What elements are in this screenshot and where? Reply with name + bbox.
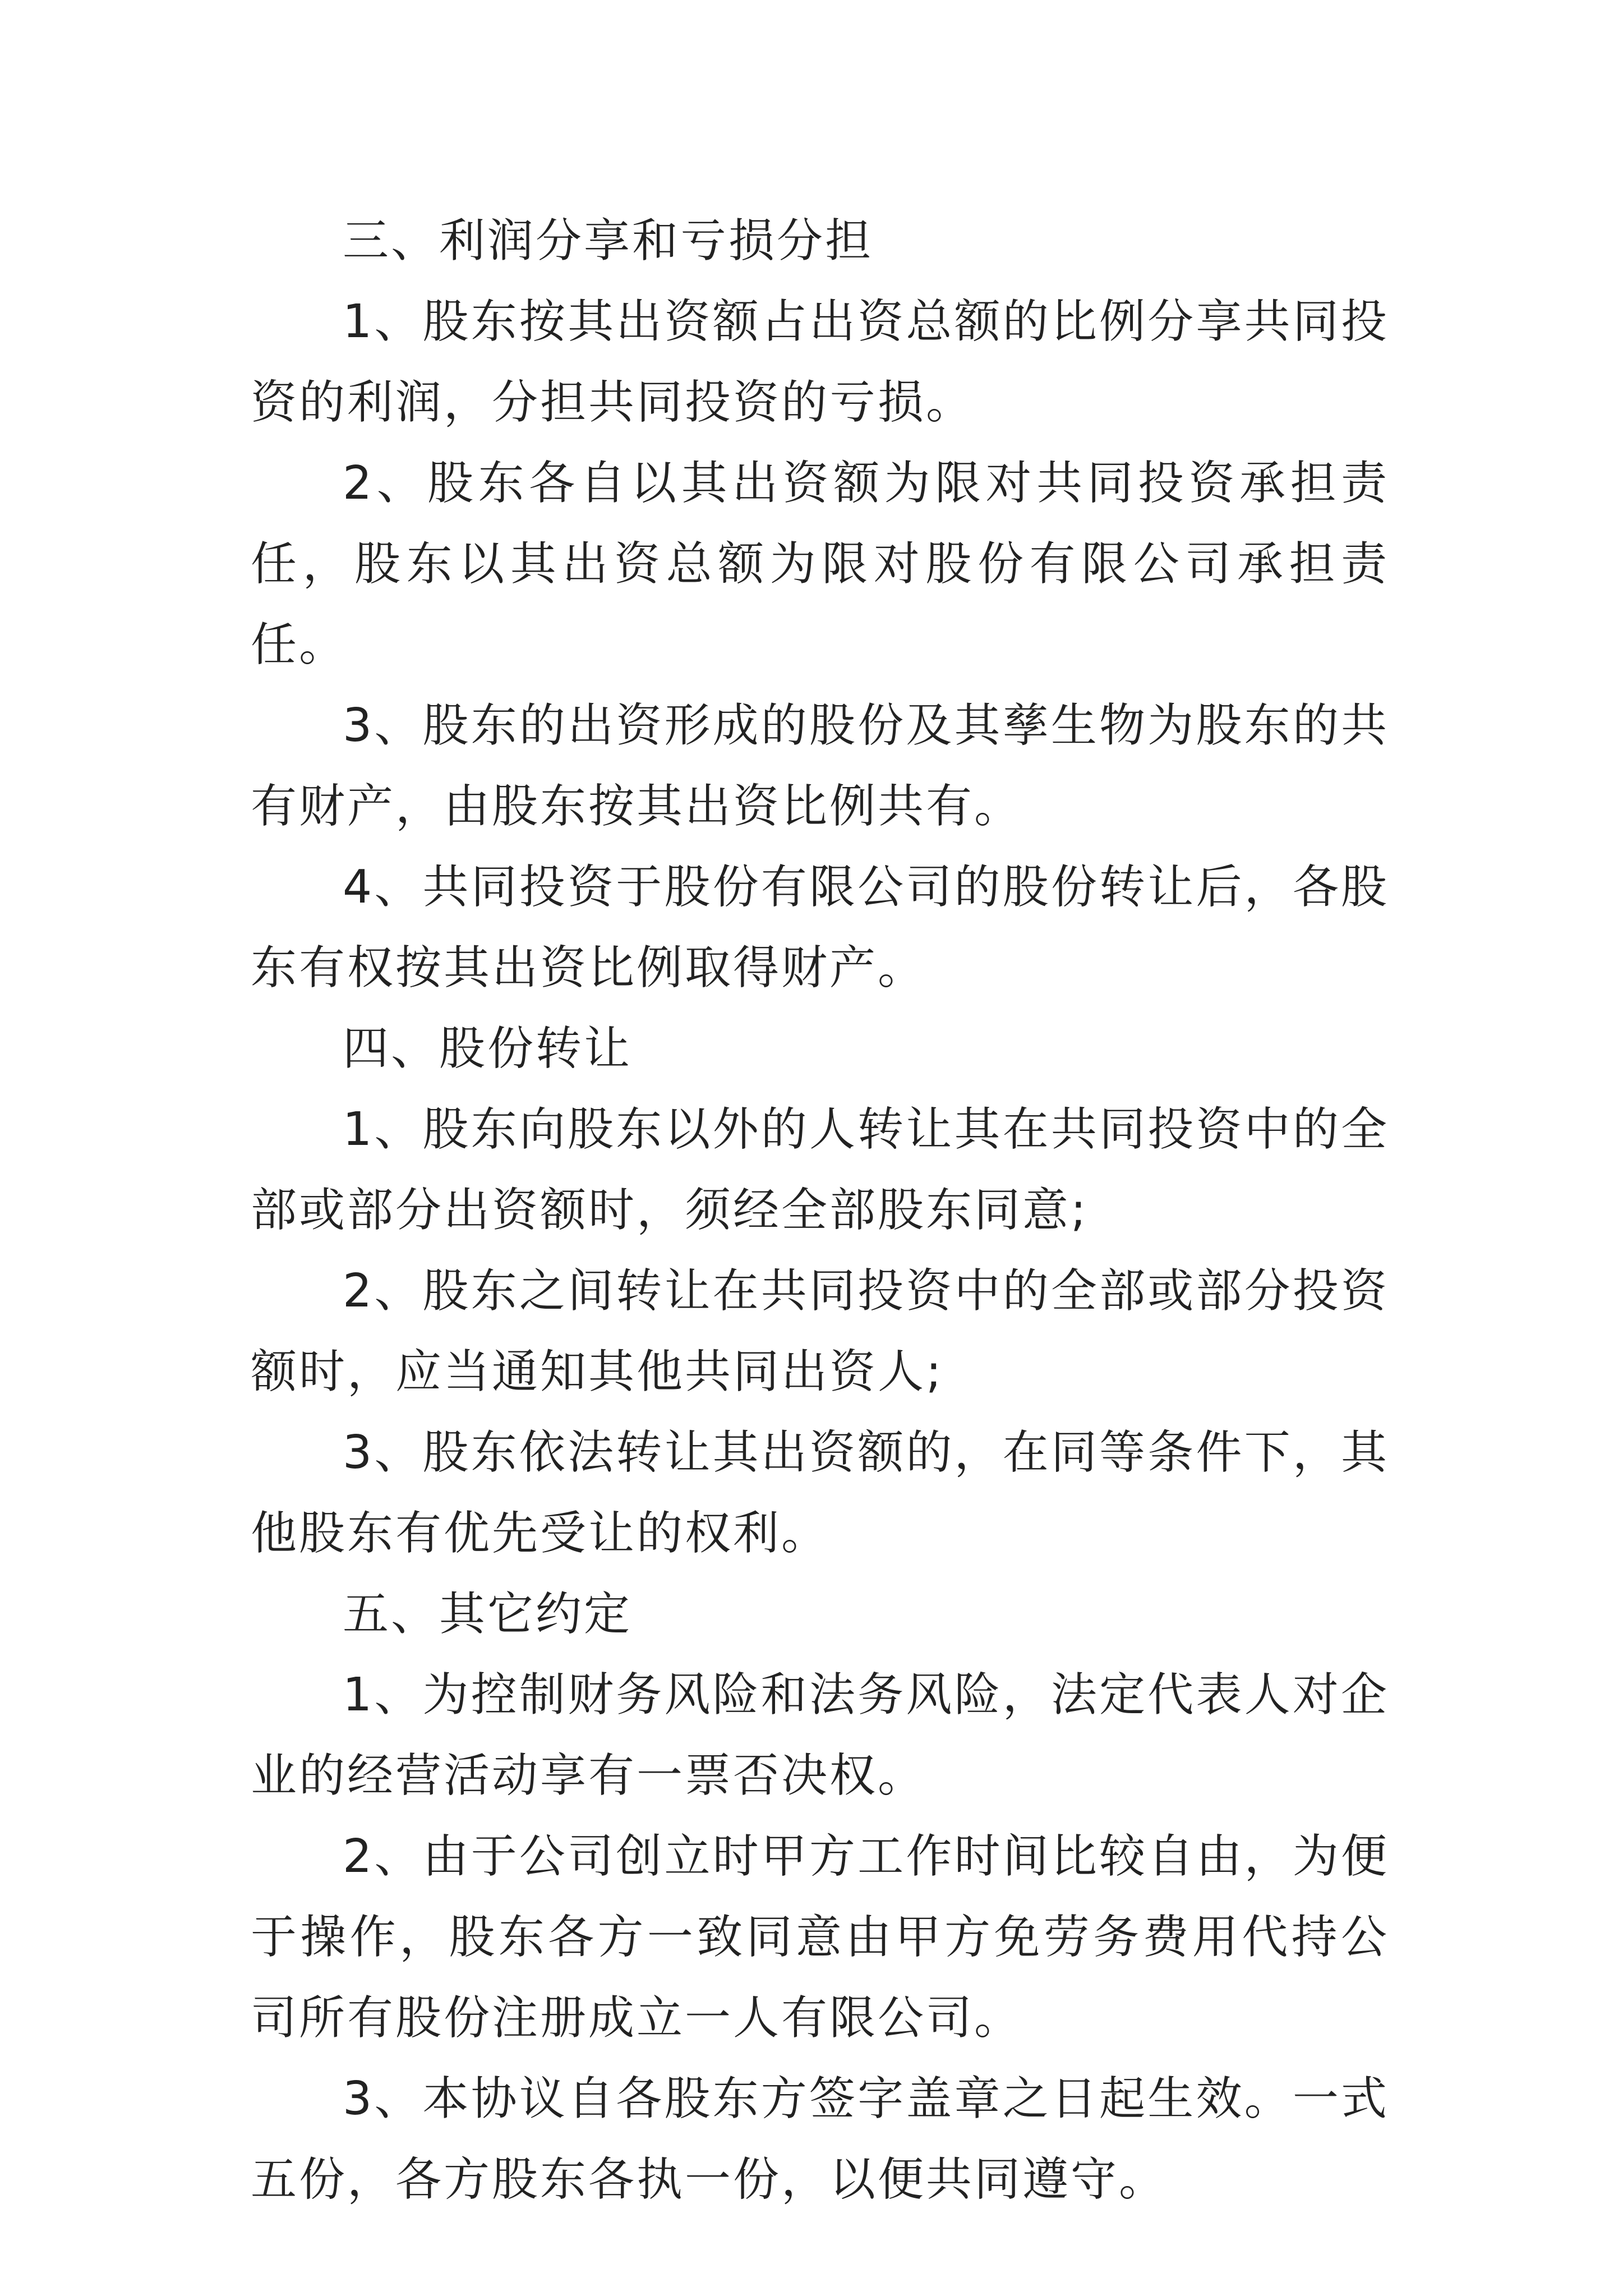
clause-other-terms-1: 1、为控制财务风险和法务风险，法定代表人对企业的经营活动享有一票否决权。 bbox=[251, 1668, 1389, 1802]
clause-share-transfer-1: 1、股东向股东以外的人转让其在共同投资中的全部或部分出资额时，须经全部股东同意; bbox=[251, 1103, 1389, 1237]
clause-profit-sharing-2: 2、股东各自以其出资额为限对共同投资承担责任，股东以其出资总额为限对股份有限公司承担责任。 bbox=[251, 457, 1389, 671]
section-heading-share-transfer: 四、股份转让 bbox=[343, 1022, 633, 1075]
section-heading-other-terms: 五、其它约定 bbox=[343, 1588, 633, 1641]
clause-profit-sharing-4: 4、共同投资于股份有限公司的股份转让后，各股东有权按其出资比例取得财产。 bbox=[251, 861, 1389, 995]
clause-profit-sharing-1: 1、股东按其出资额占出资总额的比例分享共同投资的利润，分担共同投资的亏损。 bbox=[251, 295, 1389, 429]
clause-profit-sharing-3: 3、股东的出资形成的股份及其孳生物为股东的共有财产，由股东按其出资比例共有。 bbox=[251, 699, 1389, 833]
document-body bbox=[251, 201, 1389, 2220]
section-heading-profit-sharing: 三、利润分享和亏损分担 bbox=[343, 214, 874, 268]
clause-share-transfer-3: 3、股东依法转让其出资额的，在同等条件下，其他股东有优先受让的权利。 bbox=[251, 1426, 1389, 1560]
clause-share-transfer-2: 2、股东之间转让在共同投资中的全部或部分投资额时，应当通知其他共同出资人; bbox=[251, 1264, 1389, 1398]
clause-other-terms-2: 2、由于公司创立时甲方工作时间比较自由，为便于操作，股东各方一致同意由甲方免劳务费用代持公司所有股份注册成立一人有限公司。 bbox=[251, 1830, 1389, 2045]
clause-other-terms-3: 3、本协议自各股东方签字盖章之日起生效。一式五份，各方股东各执一份，以便共同遵守。 bbox=[251, 2072, 1389, 2206]
